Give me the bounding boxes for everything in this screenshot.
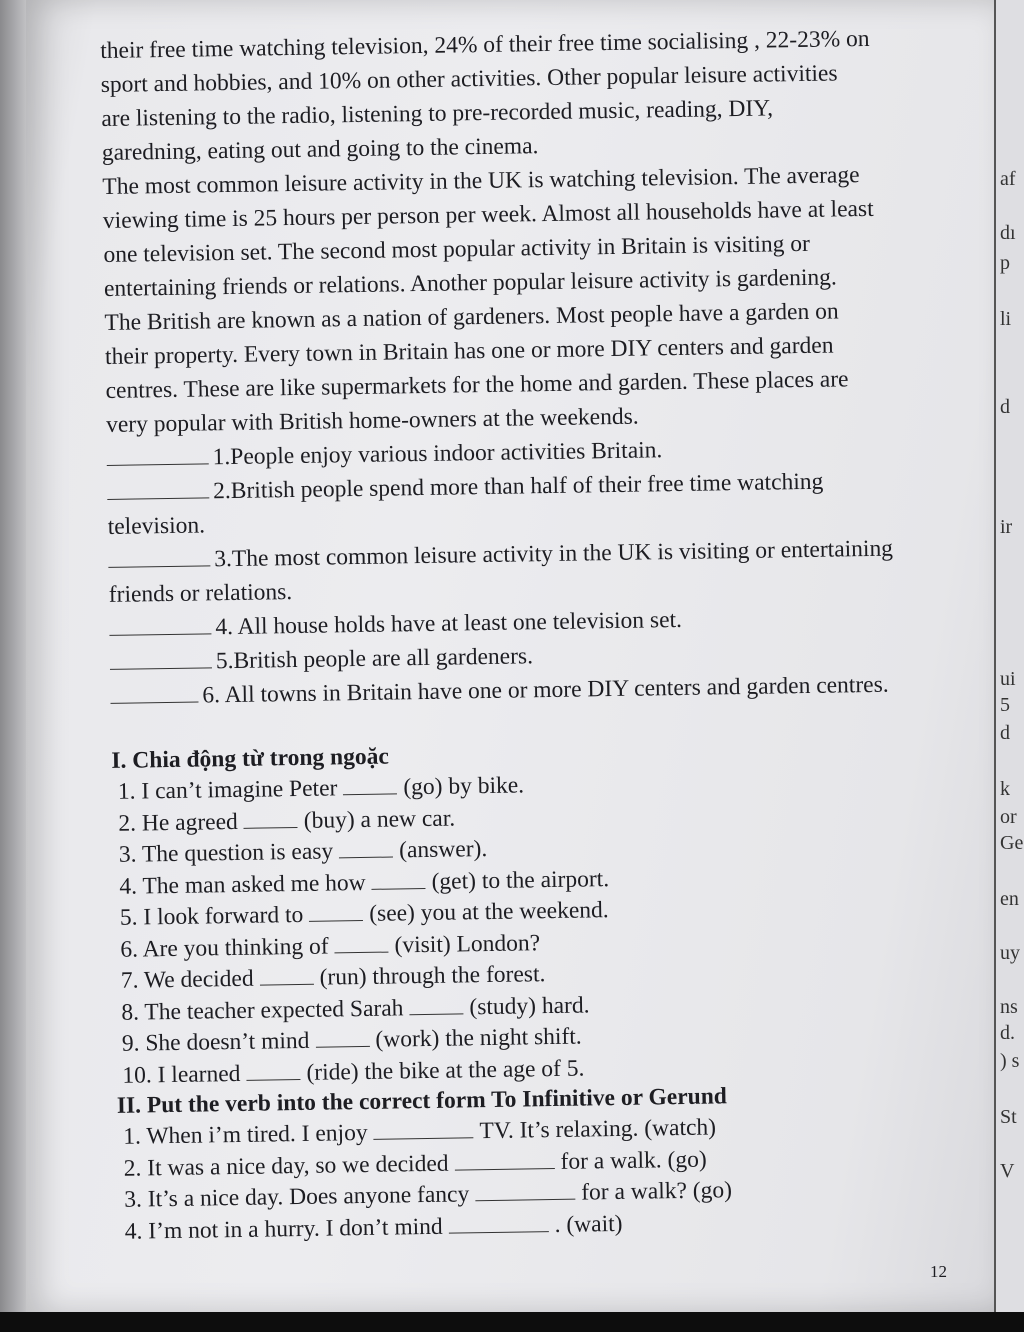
- tf-statement-text: 5.British people are all gardeners.: [215, 643, 534, 675]
- bottom-shadow: [0, 1312, 1024, 1332]
- passage-line: one television set. The second most popular activity in Britain is visiting or: [103, 230, 811, 268]
- section-1-items: [112, 762, 977, 1090]
- edge-fragment: or: [1000, 806, 1017, 828]
- passage-line: their free time watching television, 24% of their free time socialising , 22-23% on: [100, 25, 870, 64]
- answer-blank[interactable]: [246, 1056, 300, 1080]
- tf-statement-text: 1.People enjoy various indoor activities Britain.: [212, 437, 663, 471]
- edge-fragment: d: [1000, 722, 1010, 744]
- item-prompt: 3. It’s a nice day. Does anyone fancy: [124, 1181, 470, 1213]
- edge-fragment: 5: [1000, 694, 1010, 716]
- edge-fragment: uy: [1000, 942, 1020, 964]
- answer-blank[interactable]: [371, 865, 425, 889]
- answer-blank[interactable]: [334, 929, 388, 953]
- edge-fragment: li: [1000, 308, 1012, 330]
- answer-blank[interactable]: [110, 680, 198, 704]
- answer-blank[interactable]: [343, 771, 397, 795]
- section-1-title: I. Chia động từ trong ngoặc: [111, 743, 390, 774]
- edge-fragment: d: [1000, 396, 1010, 418]
- item-hint: (study) hard.: [469, 991, 590, 1020]
- item-prompt: 9. She doesn’t mind: [121, 1027, 310, 1057]
- item-prompt: 2. He agreed: [118, 808, 238, 837]
- item-hint: (work) the night shift.: [375, 1023, 582, 1053]
- section-2-title: II. Put the verb into the correct form To Infinitive or Gerund: [116, 1083, 728, 1119]
- passage-line: viewing time is 25 hours per person per week. Almost all households have at least: [102, 195, 874, 234]
- item-hint: for a walk. (go): [560, 1146, 707, 1175]
- answer-blank[interactable]: [107, 475, 209, 500]
- reading-paragraph-2: [102, 156, 966, 441]
- answer-blank[interactable]: [109, 611, 211, 636]
- passage-line: garedning, eating out and going to the cinema.: [101, 133, 539, 166]
- passage-line: are listening to the radio, listening to pre-recorded music, reading, DIY,: [101, 95, 774, 132]
- passage-line: The most common leisure activity in the UK is watching television. The average: [102, 162, 860, 200]
- reading-paragraph-1: [100, 20, 962, 169]
- edge-fragment: ) s: [1000, 1050, 1020, 1072]
- tf-statement-text: 2.British people spend more than half of their free time watching: [212, 468, 824, 505]
- passage-line: entertaining friends or relations. Another popular leisure activity is gardening.: [103, 264, 837, 302]
- true-false-exercise: [106, 428, 970, 713]
- page-number: 12: [930, 1262, 947, 1281]
- item-prompt: 5. I look forward to: [119, 901, 304, 931]
- item-prompt: 1. When i’m tired. I enjoy: [123, 1119, 368, 1150]
- answer-blank[interactable]: [315, 1024, 369, 1048]
- item-hint: (visit) London?: [394, 929, 541, 958]
- answer-blank[interactable]: [475, 1177, 575, 1202]
- edge-fragment: dı: [1000, 222, 1016, 244]
- passage-line: centres. These are like supermarkets for the home and garden. These places are: [105, 366, 849, 404]
- item-hint: (buy) a new car.: [303, 805, 456, 834]
- item-hint: (see) you at the weekend.: [369, 897, 609, 927]
- item-hint: (go) by bike.: [403, 772, 525, 801]
- edge-fragment: V: [1000, 1160, 1015, 1182]
- answer-blank[interactable]: [373, 1115, 473, 1140]
- passage-line: sport and hobbies, and 10% on other activities. Other popular leisure activities: [100, 60, 838, 98]
- edge-fragment: k: [1000, 778, 1010, 800]
- passage-line: The British are known as a nation of gardeners. Most people have a garden on: [104, 298, 839, 336]
- answer-blank[interactable]: [259, 962, 313, 986]
- item-prompt: 10. I learned: [122, 1060, 241, 1089]
- edge-fragment: af: [1000, 168, 1016, 190]
- item-hint: (answer).: [398, 836, 488, 864]
- edge-fragment: d.: [1000, 1022, 1015, 1044]
- item-prompt: 4. I’m not in a hurry. I don’t mind: [124, 1213, 443, 1245]
- answer-blank[interactable]: [108, 543, 210, 568]
- edge-fragment: en: [1000, 888, 1019, 910]
- passage-line: their property. Every town in Britain has one or more DIY centers and garden: [104, 332, 834, 370]
- item-hint: (get) to the airport.: [431, 865, 610, 895]
- item-prompt: 2. It was a nice day, so we decided: [123, 1150, 449, 1182]
- item-prompt: 3. The question is easy: [118, 838, 334, 868]
- edge-fragment: ui: [1000, 668, 1016, 690]
- item-prompt: 7. We decided: [120, 965, 254, 994]
- answer-blank[interactable]: [309, 898, 363, 922]
- item-prompt: 1. I can’t imagine Peter: [117, 775, 338, 805]
- answer-blank[interactable]: [409, 991, 463, 1015]
- edge-fragment: Ge: [1000, 832, 1024, 854]
- edge-fragment: ir: [1000, 516, 1013, 538]
- answer-blank[interactable]: [448, 1209, 548, 1234]
- passage-line: very popular with British home-owners at the weekends.: [105, 403, 639, 438]
- edge-fragment: p: [1000, 252, 1010, 274]
- answer-blank[interactable]: [244, 804, 298, 828]
- section-2-items: [117, 1107, 979, 1246]
- tf-statement-text: 4. All house holds have at least one television set.: [215, 606, 683, 641]
- section-1: [111, 732, 976, 1090]
- item-prompt: 4. The man asked me how: [119, 869, 366, 900]
- item-hint: . (wait): [554, 1210, 623, 1238]
- edge-fragment: St: [1000, 1106, 1017, 1128]
- item-prompt: 6. Are you thinking of: [120, 933, 329, 963]
- edge-fragment: ns: [1000, 996, 1018, 1018]
- tf-statement-continuation: television.: [107, 512, 206, 540]
- worksheet-content: [100, 20, 979, 1246]
- item-hint: TV. It’s relaxing. (watch): [479, 1114, 717, 1145]
- section-2: [117, 1077, 979, 1246]
- item-hint: for a walk? (go): [581, 1177, 733, 1206]
- reading-passage: [100, 20, 966, 441]
- item-hint: (ride) the bike at the age of 5.: [306, 1055, 585, 1086]
- answer-blank[interactable]: [339, 834, 393, 858]
- tf-statement-continuation: friends or relations.: [108, 579, 293, 608]
- answer-blank[interactable]: [110, 645, 212, 670]
- tf-statement-text: 6. All towns in Britain have one or more DIY centers and garden centres.: [202, 671, 889, 709]
- item-prompt: 8. The teacher expected Sarah: [121, 994, 404, 1026]
- item-hint: (run) through the forest.: [319, 961, 546, 991]
- answer-blank[interactable]: [106, 441, 208, 466]
- answer-blank[interactable]: [454, 1146, 554, 1171]
- tf-statement-text: 3.The most common leisure activity in the UK is visiting or entertaining: [214, 535, 894, 573]
